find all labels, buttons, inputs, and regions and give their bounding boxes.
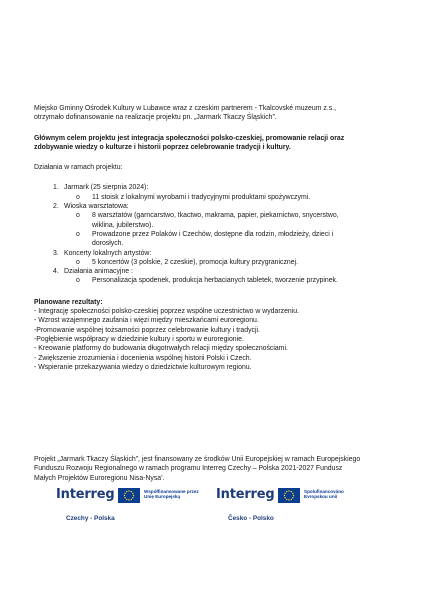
activity-subitem [76,230,360,249]
activity-item [53,202,360,248]
funding-note: Projekt „Jarmark Tkaczy Śląskich”, jest finansowany ze środków Unii Europejskiej w ramach Europejskiego Funduszu Rozwoju Regionalnego w ramach programu Interreg Czechy – Polska 2021-2027 Fundusz Małych Projektów Euroregionu Nisa-Nysa’. [34,456,361,482]
activity-label: Wioska warsztatowa: [64,203,129,211]
interreg-wordmark: Interreg [216,487,275,502]
result-line: - Zwiększenie zrozumienia i docenienia wspólnej historii Polski i Czech. [34,354,252,362]
interreg-logo-czech [216,484,376,528]
eu-caption: Spolufinancováno Evropskou unií [304,489,344,500]
activity-subitem [76,258,360,267]
intro-paragraph: Miejsko Gminny Ośrodek Kultury w Lubawce wraz z czeskim partnerem - Tkalcovské muzeum z.s., otrzymało dofinansowanie na realizacje projektu pn. „Jarmark Tkaczy Śląskich”. [34,105,337,122]
activity-sublist [64,211,360,248]
activity-subitem-text: 8 warsztatów (garncarstwo, tkactwo, makrama, papier, piekarnictwo, snycerstwo, wiklina, jubilerstwo). [92,212,339,229]
program-region: Česko - Polsko [228,515,274,522]
activity-sublist [64,276,360,285]
activity-number: 2. [53,203,59,211]
bullet-icon: o [76,193,80,201]
activity-label: Koncerty lokalnych artystów: [64,249,152,257]
activity-number: 3. [53,249,59,257]
activity-number: 1. [53,184,59,192]
results-heading: Planowane rezultaty: [34,298,103,306]
activity-label: Jarmark (25 sierpnia 2024): [64,184,149,192]
activities-list [34,183,360,285]
activity-item [53,183,360,202]
activity-label: Działania animacyjne : [64,268,133,276]
activity-subitem-text: 11 stoisk z lokalnymi wyrobami i tradycyjnymi produktami spożywczymi. [92,193,311,201]
activity-number: 4. [53,268,59,276]
result-line: -Pogłębienie współpracy w dziedzinie kultury i sportu w euroregionie. [34,335,244,343]
bullet-icon: o [76,258,80,266]
eu-flag-icon [118,488,140,503]
bullet-icon: o [76,212,80,220]
eu-flag-icon [278,488,300,503]
activity-sublist [64,258,360,267]
activity-subitem [76,276,360,285]
activity-subitem-text: Personalizacja spodenek, produkcja herbacianych tabletek, tworzenie przypinek. [92,277,338,285]
document-body [34,104,360,372]
activity-subitem-text: Prowadzone przez Polaków i Czechów, dostępne dla rodzin, młodzieży, dzieci i dorosłych. [92,230,334,248]
activity-subitem [76,193,360,202]
activities-heading: Działania w ramach projektu: [34,164,123,172]
activity-subitem-text: 5 koncertów (3 polskie, 2 czeskie), promocja kultury przygranicznej. [92,258,299,266]
bullet-icon: o [76,230,80,238]
activity-item [53,267,360,286]
result-line: - Kreowanie platformy do budowania długotrwałych relacji między społecznościami. [34,345,288,353]
eu-caption: Współfinansowane przez Unię Europejską [144,489,199,500]
activity-subitem [76,211,360,230]
result-line: - Integrację społeczności polsko-czeskiej poprzez wspólne uczestnictwo w wydarzeniu. [34,308,300,316]
interreg-logo-polish [56,484,216,528]
activity-sublist [64,193,360,202]
result-line: -Promowanie wspólnej tożsamości poprzez celebrowanie kultury i tradycji. [34,326,260,334]
program-region: Czechy - Polska [66,515,115,522]
bullet-icon: o [76,277,80,285]
result-line: - Wspieranie przekazywania wiedzy o dziedzictwie kulturowym regionu. [34,363,252,371]
result-line: - Wzrost wzajemnego zaufania i więzi między mieszkańcami euroregionu. [34,317,259,325]
funding-logo-bar [56,484,376,528]
results-section [34,298,360,372]
activity-item [53,249,360,268]
goal-paragraph: Głównym celem projektu jest integracja społeczności polsko-czeskiej, promowanie relacji oraz zdobywanie wiedzy o kulturze i historii poprzez celebrowanie tradycji i kultury. [34,134,345,151]
interreg-wordmark: Interreg [56,487,115,502]
